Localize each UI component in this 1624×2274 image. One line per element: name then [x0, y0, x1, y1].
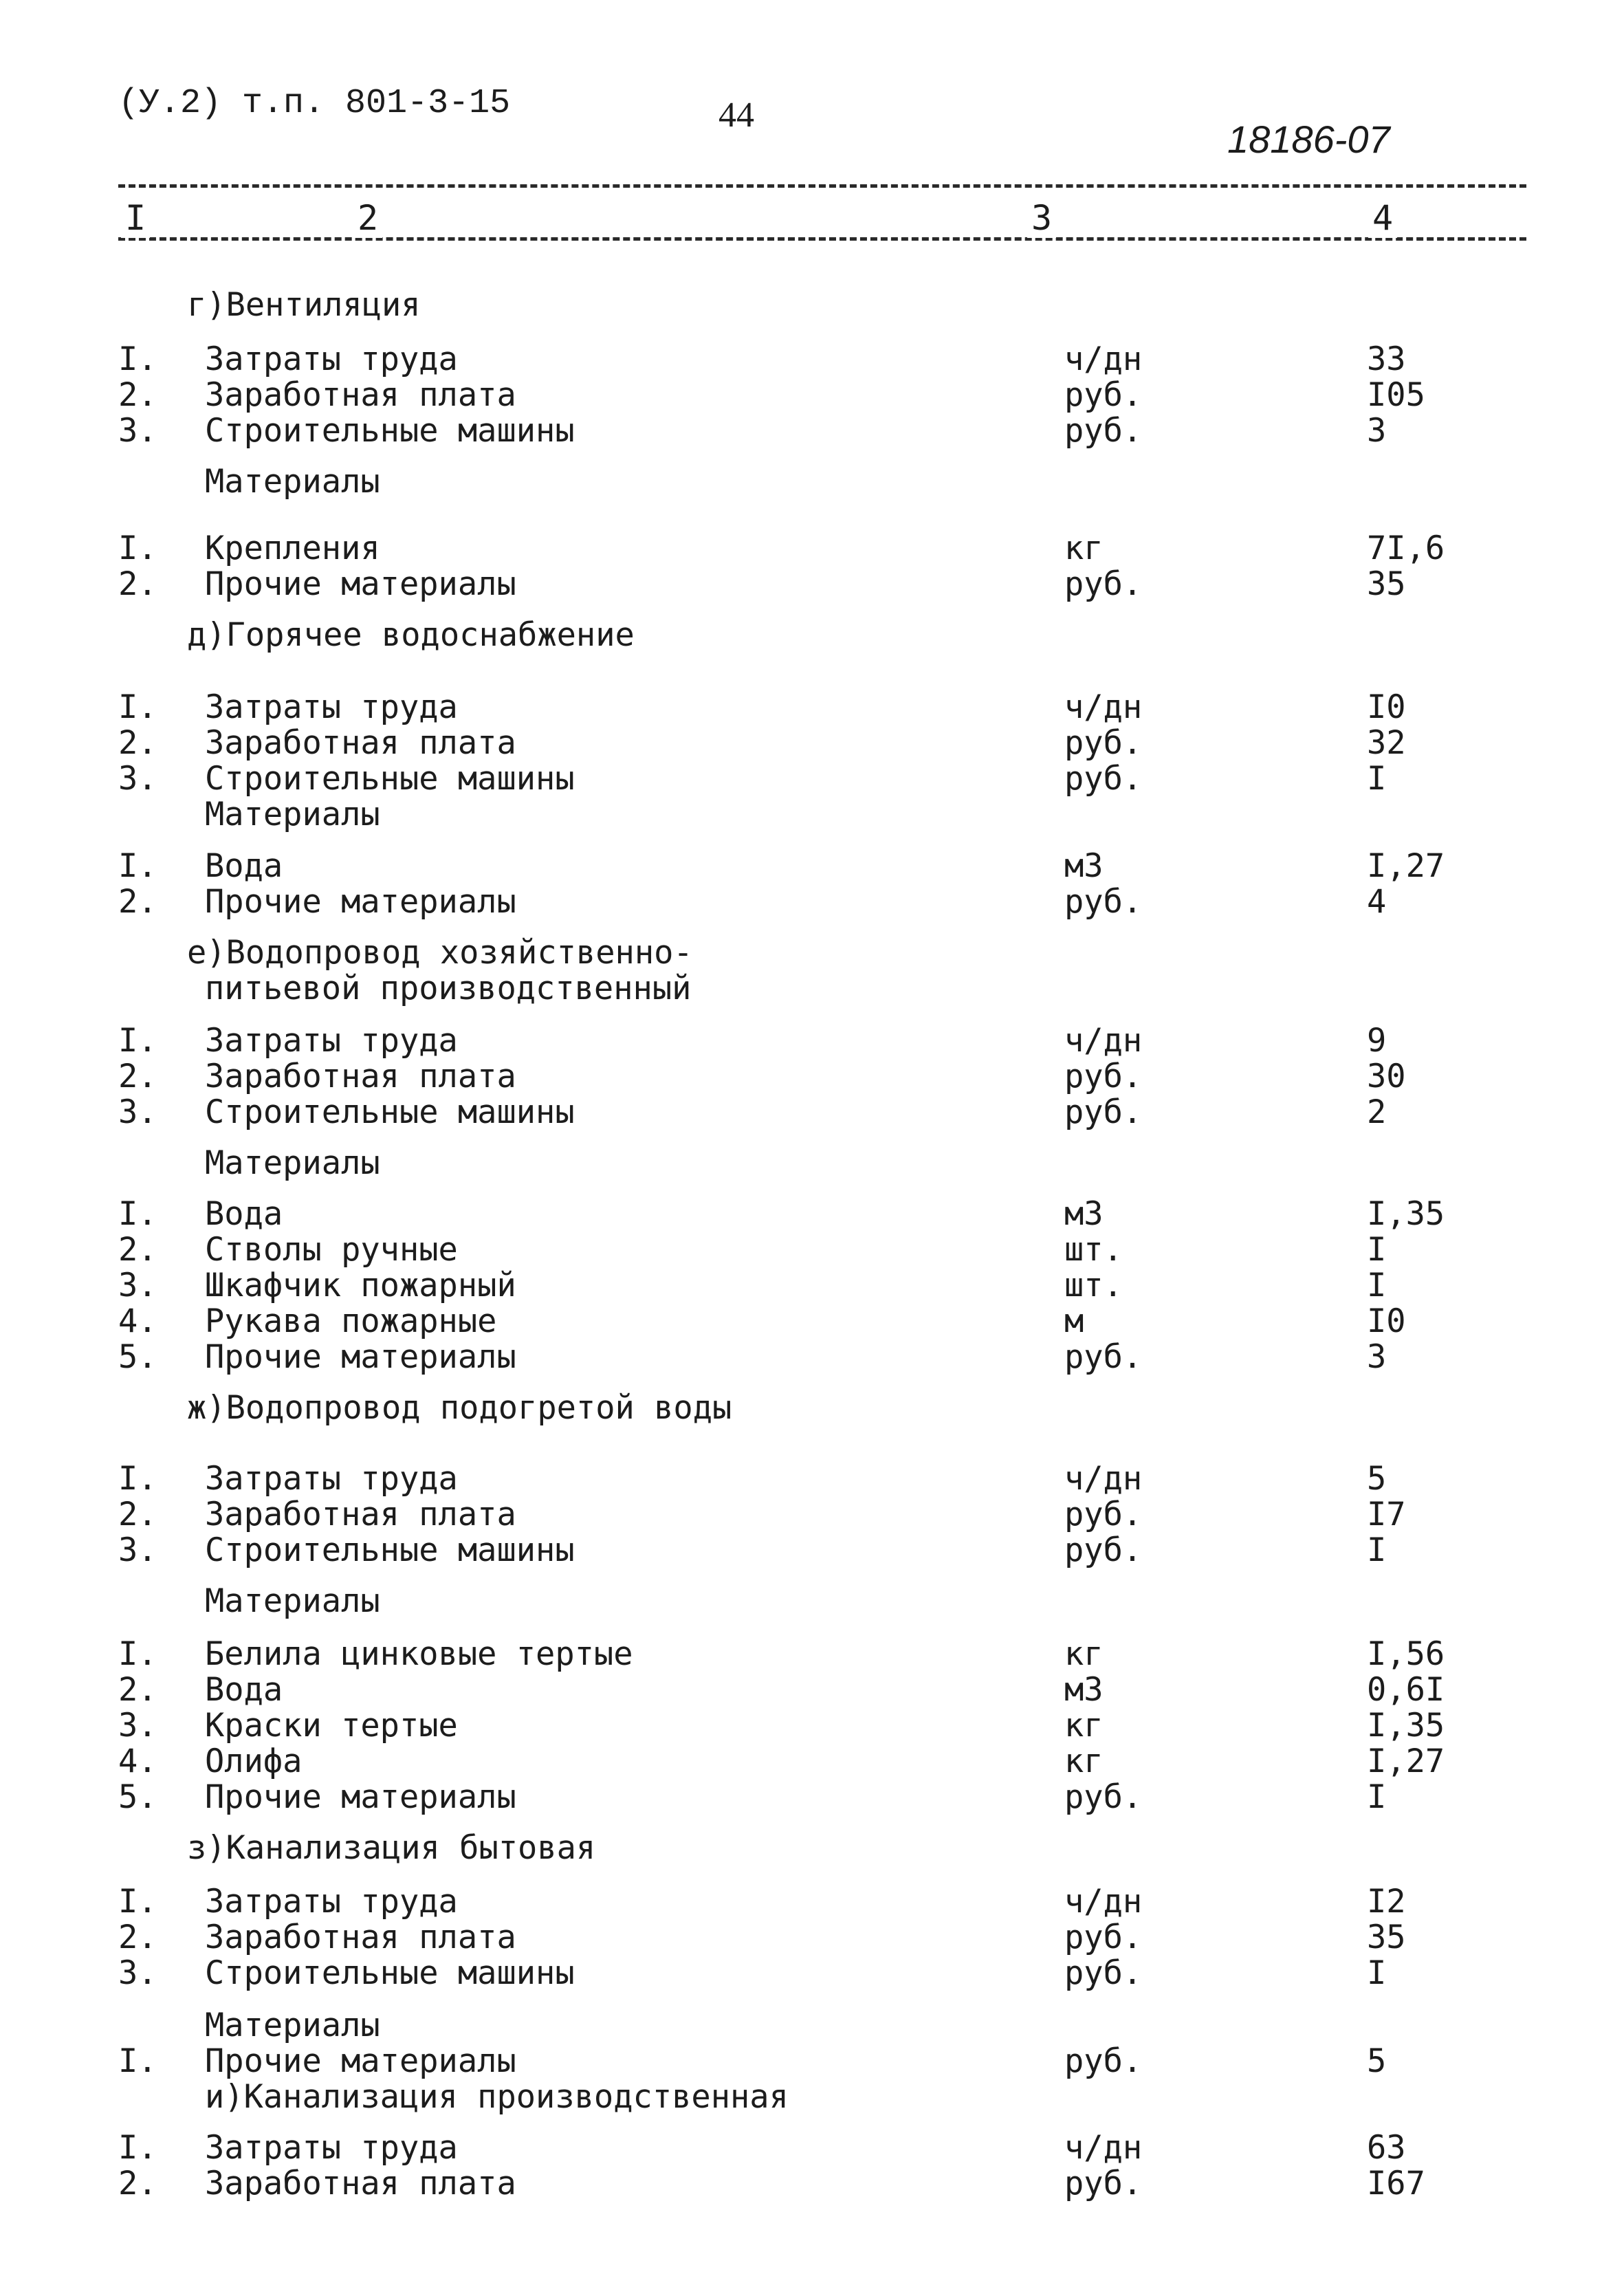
group-title: Материалы — [205, 1582, 380, 1620]
row-unit: руб. — [1064, 565, 1143, 603]
row-value: 4 — [1367, 883, 1387, 921]
section-title: д)Горячее водоснабжение — [187, 616, 635, 654]
row-number: I. — [118, 1022, 157, 1060]
row-number: I. — [118, 340, 157, 378]
table-row — [0, 1023, 1624, 1059]
row-value: I0 — [1367, 1302, 1406, 1340]
table-row — [0, 1232, 1624, 1268]
table-row — [0, 378, 1624, 413]
row-value: I — [1367, 1778, 1387, 1816]
row-number: I. — [118, 847, 157, 885]
row-name: Заработная плата — [205, 1918, 516, 1956]
row-value: I,35 — [1367, 1707, 1445, 1745]
section-heading — [0, 287, 1624, 323]
row-unit: ч/дн — [1064, 688, 1143, 726]
row-number: 2. — [118, 883, 157, 921]
table-row — [0, 2130, 1624, 2166]
row-number: I. — [118, 1883, 157, 1921]
row-number: 2. — [118, 2165, 157, 2202]
row-unit: руб. — [1064, 376, 1143, 414]
group-heading — [0, 1146, 1624, 1181]
row-value: 9 — [1367, 1022, 1387, 1060]
row-value: I67 — [1367, 2165, 1425, 2202]
row-value: 2 — [1367, 1093, 1387, 1131]
row-value: I,56 — [1367, 1635, 1445, 1673]
table-row — [0, 849, 1624, 884]
row-unit: руб. — [1064, 1496, 1143, 1533]
row-value: 5 — [1367, 2042, 1387, 2080]
table-row — [0, 1059, 1624, 1095]
table-row — [0, 1780, 1624, 1815]
section-title: г)Вентиляция — [187, 286, 421, 324]
table-row — [0, 531, 1624, 567]
row-unit: м3 — [1064, 847, 1104, 885]
row-number: 5. — [118, 1778, 157, 1816]
group-title: Материалы — [205, 2007, 380, 2044]
table-row — [0, 1095, 1624, 1130]
row-name: Вода — [205, 1671, 283, 1709]
row-value: 3 — [1367, 412, 1387, 450]
table-row — [0, 413, 1624, 449]
row-number: 2. — [118, 1671, 157, 1709]
table-row — [0, 1920, 1624, 1956]
row-unit: руб. — [1064, 1093, 1143, 1131]
row-value: 33 — [1367, 340, 1406, 378]
row-number: I. — [118, 2042, 157, 2080]
column-number-2: 2 — [353, 198, 382, 238]
row-number: 2. — [118, 1918, 157, 1956]
sheet-code: 18186-07 — [1227, 118, 1390, 161]
row-unit: кг — [1064, 1707, 1104, 1745]
row-value: 35 — [1367, 565, 1406, 603]
row-unit: руб. — [1064, 1338, 1143, 1376]
row-name: Прочие материалы — [205, 565, 516, 603]
row-value: I,27 — [1367, 1742, 1445, 1780]
row-unit: м — [1064, 1302, 1084, 1340]
row-unit: руб. — [1064, 1918, 1143, 1956]
table-row — [0, 1884, 1624, 1920]
row-value: I,35 — [1367, 1195, 1445, 1233]
table-row — [0, 725, 1624, 761]
row-name: Прочие материалы — [205, 2042, 516, 2080]
row-number: 3. — [118, 412, 157, 450]
row-name: Заработная плата — [205, 376, 516, 414]
table-row — [0, 884, 1624, 920]
table-row — [0, 761, 1624, 797]
row-value: I — [1367, 1954, 1387, 1992]
row-name: Стволы ручные — [205, 1231, 458, 1269]
row-unit: кг — [1064, 1742, 1104, 1780]
section-title: питьевой производственный — [205, 970, 692, 1007]
row-value: I05 — [1367, 376, 1425, 414]
row-name: Белила цинковые тертые — [205, 1635, 633, 1673]
row-value: 5 — [1367, 1460, 1387, 1498]
row-number: 4. — [118, 1742, 157, 1780]
row-unit: кг — [1064, 529, 1104, 567]
row-name: Вода — [205, 847, 283, 885]
page-number: 44 — [718, 96, 754, 135]
section-heading — [0, 2079, 1624, 2115]
row-unit: шт. — [1064, 1267, 1123, 1304]
section-title: з)Канализация бытовая — [187, 1829, 596, 1867]
row-name: Строительные машины — [205, 412, 575, 450]
row-unit: руб. — [1064, 2165, 1143, 2202]
row-name: Рукава пожарные — [205, 1302, 497, 1340]
row-name: Крепления — [205, 529, 380, 567]
row-value: I,27 — [1367, 847, 1445, 885]
row-value: I — [1367, 1231, 1387, 1269]
table-row — [0, 2044, 1624, 2079]
row-number: 3. — [118, 1267, 157, 1304]
section-title: е)Водопровод хозяйственно- — [187, 934, 693, 972]
row-number: 2. — [118, 376, 157, 414]
row-name: Олифа — [205, 1742, 303, 1780]
row-value: I — [1367, 1531, 1387, 1569]
row-name: Прочие материалы — [205, 883, 516, 921]
group-heading — [0, 797, 1624, 833]
row-unit: руб. — [1064, 760, 1143, 798]
document-code: (У.2) т.п. 801-3-15 — [118, 84, 511, 123]
section-heading — [0, 971, 1624, 1007]
section-title: ж)Водопровод подогретой воды — [187, 1389, 732, 1427]
table-row — [0, 1268, 1624, 1304]
table-row — [0, 1672, 1624, 1708]
row-unit: руб. — [1064, 724, 1143, 762]
row-value: 3 — [1367, 1338, 1387, 1376]
row-value: 30 — [1367, 1058, 1406, 1095]
row-unit: м3 — [1064, 1195, 1104, 1233]
row-number: 2. — [118, 1231, 157, 1269]
row-unit: руб. — [1064, 2042, 1143, 2080]
row-unit: руб. — [1064, 412, 1143, 450]
row-value: 7I,6 — [1367, 529, 1445, 567]
row-name: Вода — [205, 1195, 283, 1233]
row-number: 3. — [118, 1093, 157, 1131]
row-number: 3. — [118, 1707, 157, 1745]
row-number: 3. — [118, 1954, 157, 1992]
row-name: Заработная плата — [205, 1058, 516, 1095]
row-number: I. — [118, 1460, 157, 1498]
section-heading — [0, 617, 1624, 653]
table-row — [0, 1637, 1624, 1672]
group-heading — [0, 2008, 1624, 2044]
row-unit: руб. — [1064, 883, 1143, 921]
row-number: I. — [118, 1635, 157, 1673]
table-row — [0, 1533, 1624, 1568]
row-unit: ч/дн — [1064, 2129, 1143, 2167]
row-value: 32 — [1367, 724, 1406, 762]
column-number-4: 4 — [1368, 198, 1397, 238]
group-heading — [0, 464, 1624, 500]
row-unit: ч/дн — [1064, 1022, 1143, 1060]
table-row — [0, 1340, 1624, 1375]
group-title: Материалы — [205, 1144, 380, 1182]
row-number: 4. — [118, 1302, 157, 1340]
row-name: Строительные машины — [205, 760, 575, 798]
row-name: Краски тертые — [205, 1707, 458, 1745]
row-name: Затраты труда — [205, 1022, 458, 1060]
row-value: I — [1367, 1267, 1387, 1304]
table-row — [0, 1304, 1624, 1340]
table-row — [0, 1196, 1624, 1232]
table-row — [0, 690, 1624, 725]
row-name: Заработная плата — [205, 1496, 516, 1533]
section-heading — [0, 1390, 1624, 1426]
row-unit: кг — [1064, 1635, 1104, 1673]
row-name: Заработная плата — [205, 724, 516, 762]
table-row — [0, 1497, 1624, 1533]
table-row — [0, 1744, 1624, 1780]
row-name: Затраты труда — [205, 2129, 458, 2167]
row-unit: руб. — [1064, 1531, 1143, 1569]
section-heading — [0, 935, 1624, 971]
row-name: Строительные машины — [205, 1954, 575, 1992]
table-row — [0, 342, 1624, 378]
section-title: и)Канализация производственная — [205, 2078, 789, 2116]
row-name: Затраты труда — [205, 1883, 458, 1921]
table-row — [0, 1956, 1624, 1991]
column-number-1: I — [121, 198, 150, 238]
row-value: I0 — [1367, 688, 1406, 726]
row-value: I7 — [1367, 1496, 1406, 1533]
row-name: Прочие материалы — [205, 1338, 516, 1376]
table-row — [0, 1461, 1624, 1497]
row-number: 2. — [118, 1496, 157, 1533]
row-number: I. — [118, 529, 157, 567]
row-number: 2. — [118, 565, 157, 603]
row-number: 3. — [118, 760, 157, 798]
row-name: Строительные машины — [205, 1093, 575, 1131]
row-value: I2 — [1367, 1883, 1406, 1921]
row-value: 35 — [1367, 1918, 1406, 1956]
row-name: Шкафчик пожарный — [205, 1267, 516, 1304]
row-name: Затраты труда — [205, 340, 458, 378]
row-number: 2. — [118, 724, 157, 762]
row-number: I. — [118, 1195, 157, 1233]
row-unit: руб. — [1064, 1058, 1143, 1095]
row-unit: руб. — [1064, 1778, 1143, 1816]
table-row — [0, 1708, 1624, 1744]
row-unit: ч/дн — [1064, 1883, 1143, 1921]
group-title: Материалы — [205, 463, 380, 501]
row-number: 3. — [118, 1531, 157, 1569]
row-name: Строительные машины — [205, 1531, 575, 1569]
column-number-3: 3 — [1027, 198, 1056, 238]
group-title: Материалы — [205, 796, 380, 833]
row-name: Прочие материалы — [205, 1778, 516, 1816]
row-name: Затраты труда — [205, 1460, 458, 1498]
table-row — [0, 567, 1624, 602]
row-unit: ч/дн — [1064, 1460, 1143, 1498]
row-number: 2. — [118, 1058, 157, 1095]
table-row — [0, 2166, 1624, 2202]
row-value: 63 — [1367, 2129, 1406, 2167]
row-number: I. — [118, 688, 157, 726]
row-unit: м3 — [1064, 1671, 1104, 1709]
row-unit: руб. — [1064, 1954, 1143, 1992]
row-unit: шт. — [1064, 1231, 1123, 1269]
row-number: 5. — [118, 1338, 157, 1376]
row-number: I. — [118, 2129, 157, 2167]
row-value: 0,6I — [1367, 1671, 1445, 1709]
row-unit: ч/дн — [1064, 340, 1143, 378]
group-heading — [0, 1584, 1624, 1619]
row-name: Затраты труда — [205, 688, 458, 726]
row-value: I — [1367, 760, 1387, 798]
section-heading — [0, 1830, 1624, 1866]
row-name: Заработная плата — [205, 2165, 516, 2202]
